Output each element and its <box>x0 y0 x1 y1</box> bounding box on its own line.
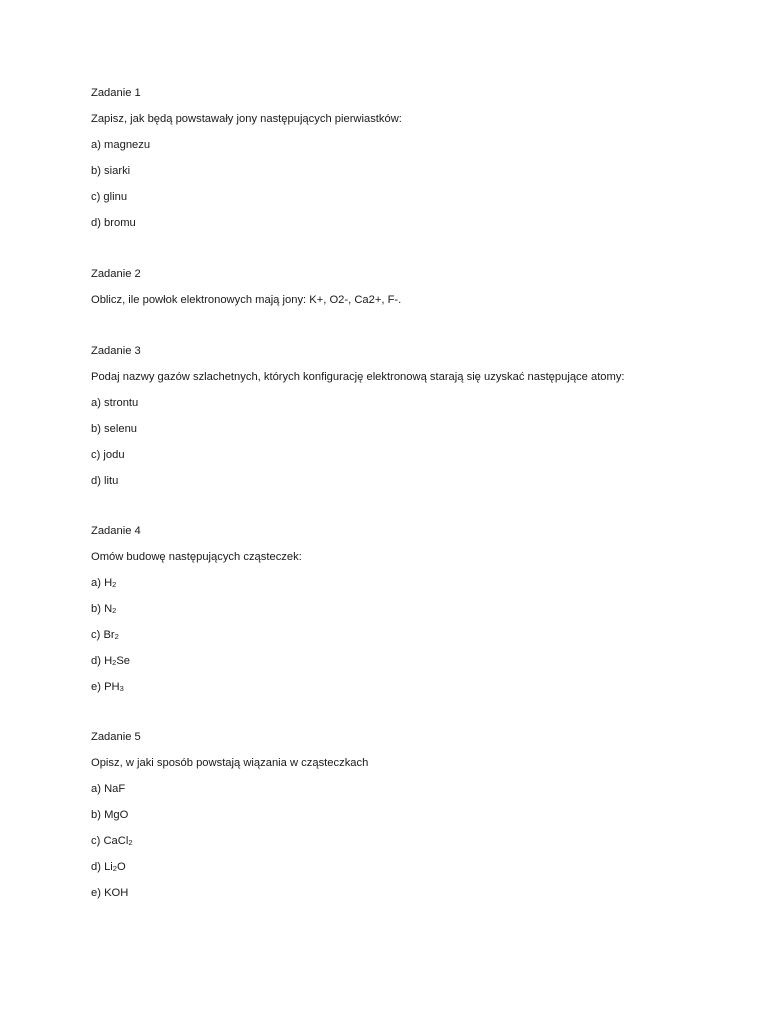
task-2 <box>91 267 731 319</box>
formula-subscript: 2 <box>112 864 117 873</box>
formula-subscript: 2 <box>112 606 117 615</box>
task-prompt: Zapisz, jak będą powstawały jony następujących pierwiastków: <box>91 113 402 125</box>
task-title: Zadanie 2 <box>91 268 141 280</box>
task-5 <box>91 730 731 912</box>
formula-subscript: 3 <box>119 684 124 693</box>
item-label: e) <box>91 887 105 899</box>
list-item: a) strontu <box>91 397 139 409</box>
list-item: c) glinu <box>91 191 128 203</box>
task-title: Zadanie 1 <box>91 87 141 99</box>
task-4 <box>91 524 731 706</box>
list-item: d) litu <box>91 475 119 487</box>
formula-subscript: 2 <box>128 838 133 847</box>
item-label: d) <box>91 861 105 873</box>
task-prompt: Podaj nazwy gazów szlachetnych, których konfigurację elektronową starają się uzyskać następujące atomy: <box>91 371 625 383</box>
task-title: Zadanie 3 <box>91 345 141 357</box>
item-label: c) <box>91 835 104 847</box>
list-item: b) siarki <box>91 165 131 177</box>
task-3 <box>91 344 731 500</box>
formula-part: NaF <box>104 783 126 795</box>
list-item-naf <box>91 782 731 808</box>
list-item: d) bromu <box>91 217 136 229</box>
item-label: e) <box>91 681 105 693</box>
list-item-h2 <box>91 576 731 602</box>
task-title: Zadanie 5 <box>91 731 141 743</box>
task-prompt: Opisz, w jaki sposób powstają wiązania w cząsteczkach <box>91 757 369 769</box>
formula-subscript: 2 <box>112 580 117 589</box>
formula-subscript: 2 <box>114 632 119 641</box>
item-label: a) <box>91 577 105 589</box>
formula-part: H <box>104 577 113 589</box>
task-title: Zadanie 4 <box>91 525 141 537</box>
formula-part: N <box>104 603 113 615</box>
formula-part: H <box>104 655 113 667</box>
list-item-n2 <box>91 602 731 628</box>
task-1 <box>91 86 731 242</box>
formula-part: KOH <box>104 887 129 899</box>
list-item-li2o <box>91 860 731 886</box>
list-item: a) magnezu <box>91 139 151 151</box>
formula-part: PH <box>104 681 120 693</box>
list-item-h2se <box>91 654 731 680</box>
formula-subscript: 2 <box>112 658 117 667</box>
item-label: d) <box>91 655 105 667</box>
list-item-br2 <box>91 628 731 654</box>
item-label: c) <box>91 629 104 641</box>
formula-part: Li <box>104 861 113 873</box>
formula-part: O <box>116 861 126 873</box>
list-item: b) selenu <box>91 423 138 435</box>
list-item-koh <box>91 886 731 912</box>
item-label: a) <box>91 783 105 795</box>
formula-part: MgO <box>104 809 129 821</box>
list-item-ph3 <box>91 680 731 706</box>
list-item-cacl2 <box>91 834 731 860</box>
item-label: b) <box>91 603 105 615</box>
formula-part: CaCl <box>103 835 129 847</box>
list-item: c) jodu <box>91 449 125 461</box>
formula-part: Se <box>116 655 131 667</box>
item-label: b) <box>91 809 105 821</box>
formula-part: Br <box>103 629 115 641</box>
task-prompt: Omów budowę następujących cząsteczek: <box>91 551 302 563</box>
list-item-mgo <box>91 808 731 834</box>
task-prompt: Oblicz, ile powłok elektronowych mają jony: K+, O2-, Ca2+, F-. <box>91 294 402 306</box>
